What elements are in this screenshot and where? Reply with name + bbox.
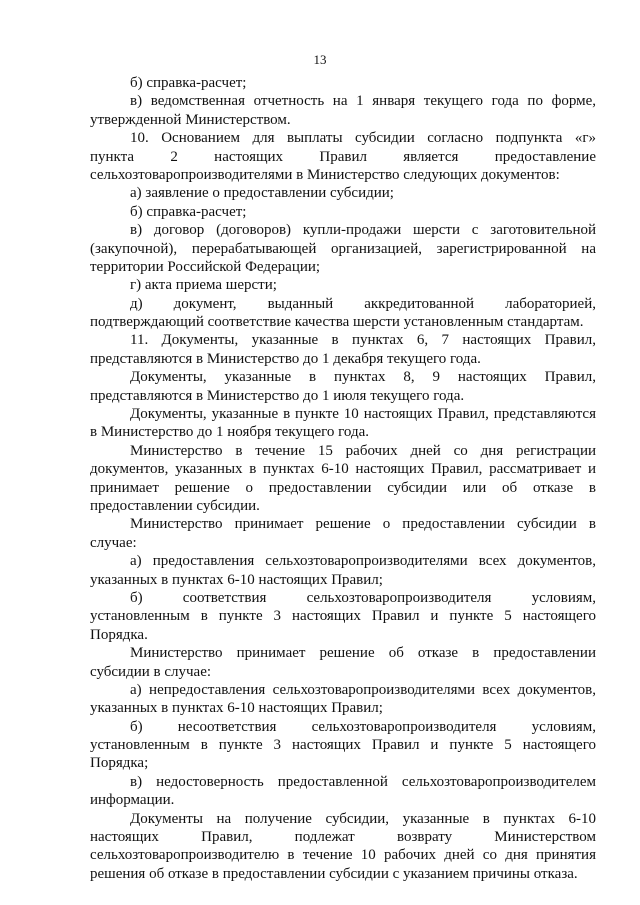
text-line: д) документ, выданный аккредитованной лабораторией, bbox=[130, 295, 596, 312]
text-line: а) предоставления сельхозтоваропроизводителями всех документов, bbox=[130, 553, 596, 570]
text-line: предоставлении субсидии. bbox=[90, 497, 260, 514]
text-line: установленным в пункте 3 настоящих Правил и пункте 5 настоящего bbox=[90, 737, 596, 754]
text-line: Министерство принимает решение об отказе в предоставлении bbox=[130, 645, 596, 662]
text-line: г) акта приема шерсти; bbox=[130, 277, 277, 294]
page-number: 13 bbox=[313, 52, 327, 67]
text-line: в) недостоверность предоставленной сельхозтоваропроизводителем bbox=[130, 773, 596, 790]
text-line: б) справка-расчет; bbox=[130, 203, 247, 220]
text-line: указанных в пунктах 6-10 настоящих Правил; bbox=[90, 700, 383, 717]
text-line: в) ведомственная отчетность на 1 января текущего года по форме, bbox=[130, 93, 596, 110]
text-line: Документы на получение субсидии, указанные в пунктах 6-10 bbox=[130, 810, 596, 827]
text-line: 10. Основанием для выплаты субсидии согласно подпункта «г» bbox=[130, 130, 596, 147]
text-line: случае: bbox=[90, 534, 137, 551]
text-line: представляются в Министерство до 1 июля текущего года. bbox=[90, 387, 465, 404]
text-line: в) договор (договоров) купли-продажи шерсти с заготовительной bbox=[130, 222, 596, 239]
text-line: б) соответствия сельхозтоваропроизводителя условиям, bbox=[130, 589, 596, 606]
text-line: 11. Документы, указанные в пунктах 6, 7 настоящих Правил, bbox=[130, 332, 596, 349]
text-line: представляются в Министерство до 1 декабря текущего года. bbox=[90, 350, 481, 367]
text-line: указанных в пунктах 6-10 настоящих Правил; bbox=[90, 571, 383, 588]
text-line: документов, указанных в пунктах 6-10 настоящих Правил, рассматривает и bbox=[90, 461, 596, 478]
text-line: Министерство в течение 15 рабочих дней со дня регистрации bbox=[130, 442, 596, 459]
text-line: Порядка. bbox=[90, 626, 148, 643]
text-line: Документы, указанные в пункте 10 настоящих Правил, представляются bbox=[130, 406, 596, 423]
text-line: решения об отказе в предоставлении субсидии с указанием причины отказа. bbox=[90, 865, 578, 882]
text-line: установленным в пункте 3 настоящих Правил и пункте 5 настоящего bbox=[90, 608, 596, 625]
text-line: б) несоответствия сельхозтоваропроизводителя условиям, bbox=[130, 718, 596, 735]
text-line: территории Российской Федерации; bbox=[90, 258, 321, 275]
text-line: Документы, указанные в пунктах 8, 9 настоящих Правил, bbox=[130, 369, 596, 386]
text-line: сельхозтоваропроизводителями в Министерство следующих документов: bbox=[90, 166, 560, 183]
text-line: настоящих Правил, подлежат возврату Министерством bbox=[90, 829, 596, 846]
text-line: информации. bbox=[90, 792, 175, 809]
text-line: подтверждающий соответствие качества шерсти установленным стандартам. bbox=[90, 314, 584, 331]
text-line: (закупочной), перерабатывающей организацией, зарегистрированной на bbox=[90, 240, 596, 257]
text-line: пункта 2 настоящих Правил является предоставление bbox=[90, 148, 596, 165]
text-line: Порядка; bbox=[90, 755, 149, 772]
document-body bbox=[90, 74, 596, 883]
text-line: утвержденной Министерством. bbox=[90, 111, 291, 128]
text-line: а) заявление о предоставлении субсидии; bbox=[130, 185, 394, 202]
text-line: принимает решение о предоставлении субсидии или об отказе в bbox=[90, 479, 596, 496]
text-line: Министерство принимает решение о предоставлении субсидии в bbox=[130, 516, 596, 533]
text-line: сельхозтоваропроизводителю в течение 10 рабочих дней со дня принятия bbox=[90, 847, 596, 864]
text-line: а) непредоставления сельхозтоваропроизводителями всех документов, bbox=[130, 681, 596, 698]
text-line: субсидии в случае: bbox=[90, 663, 212, 680]
text-line: в Министерство до 1 ноября текущего года. bbox=[90, 424, 370, 441]
text-line: б) справка-расчет; bbox=[130, 75, 247, 91]
